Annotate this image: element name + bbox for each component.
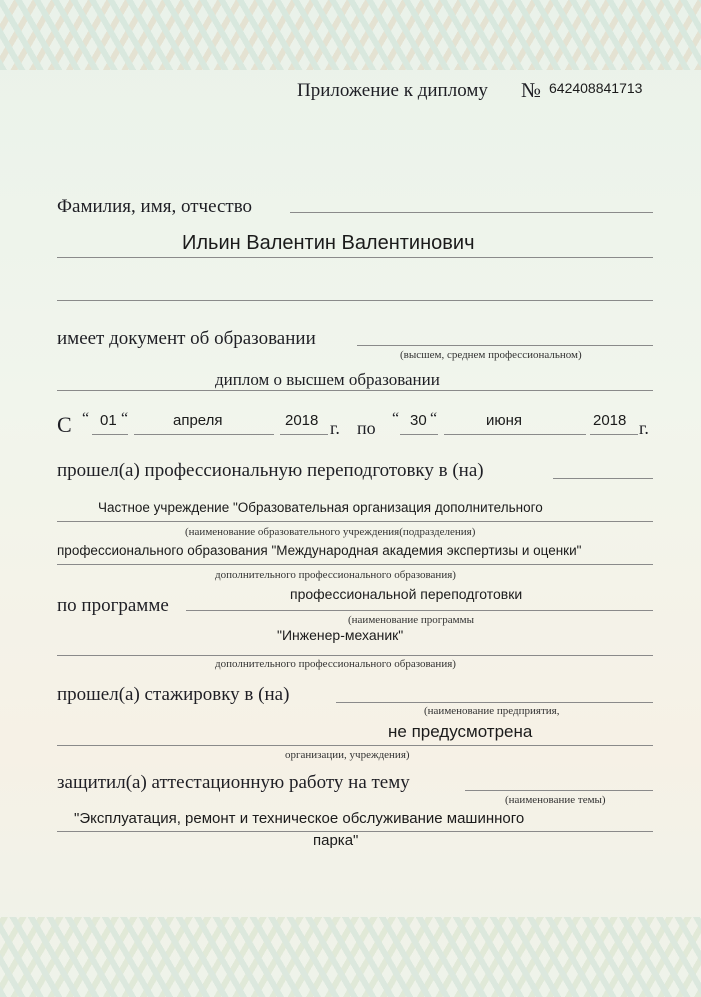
underline	[336, 702, 653, 703]
to-year: 2018	[593, 412, 627, 429]
from-year: 2018	[285, 412, 319, 429]
education-hint: (высшем, среднем профессиональном)	[400, 349, 582, 361]
underline	[280, 434, 328, 435]
from-day: 01	[100, 412, 117, 429]
quote-close: “	[430, 410, 438, 427]
retraining-label: прошел(а) профессиональную переподготовку в (на)	[57, 460, 484, 481]
appendix-number: 642408841713	[549, 80, 643, 96]
underline	[57, 655, 653, 656]
program-hint2: дополнительного профессионального образования)	[215, 658, 456, 670]
fio-value: Ильин Валентин Валентинович	[182, 232, 475, 254]
underline	[92, 434, 128, 435]
education-label: имеет документ об образовании	[57, 328, 316, 349]
thesis-label: защитил(а) аттестационную работу на тему	[57, 772, 410, 793]
retraining-line1: Частное учреждение "Образовательная организация дополнительного	[98, 500, 543, 515]
quote-open: “	[392, 410, 400, 427]
underline	[290, 212, 653, 213]
decorative-border-bottom	[0, 917, 701, 997]
from-prefix: С	[57, 412, 72, 437]
retraining-hint2: дополнительного профессионального образования)	[215, 569, 456, 581]
quote-close: “	[121, 410, 129, 427]
underline	[57, 257, 653, 258]
internship-hint2: организации, учреждения)	[285, 749, 410, 761]
year-suffix: г.	[639, 418, 649, 438]
underline	[357, 345, 653, 346]
underline	[465, 790, 653, 791]
program-line1: профессиональной переподготовки	[290, 586, 523, 602]
underline	[57, 390, 653, 391]
thesis-hint: (наименование темы)	[505, 794, 606, 806]
underline	[134, 434, 274, 435]
underline	[400, 434, 438, 435]
to-month: июня	[486, 412, 523, 429]
to-prefix: по	[357, 418, 376, 438]
thesis-line2: парка"	[313, 832, 359, 849]
quote-open: “	[82, 410, 90, 427]
underline	[57, 300, 653, 301]
fio-label: Фамилия, имя, отчество	[57, 196, 253, 217]
underline	[590, 434, 638, 435]
education-value: диплом о высшем образовании	[215, 370, 440, 389]
underline	[57, 521, 653, 522]
retraining-hint1: (наименование образовательного учреждения(подразделения)	[185, 526, 476, 538]
decorative-border-top	[0, 0, 701, 70]
underline	[186, 610, 653, 611]
internship-hint1: (наименование предприятия,	[424, 705, 560, 717]
internship-value: не предусмотрена	[388, 722, 533, 741]
underline	[57, 745, 653, 746]
to-day: 30	[410, 412, 427, 429]
program-label: по программе	[57, 595, 169, 616]
underline	[444, 434, 586, 435]
program-hint1: (наименование программы	[348, 614, 474, 626]
thesis-line1: "Эксплуатация, ремонт и техническое обслуживание машинного	[74, 810, 525, 827]
number-sign: №	[521, 78, 542, 102]
internship-label: прошел(а) стажировку в (на)	[57, 684, 290, 705]
from-month: апреля	[173, 412, 223, 429]
underline	[57, 564, 653, 565]
retraining-line2: профессионального образования "Международная академия экспертизы и оценки"	[57, 543, 582, 558]
page-title: Приложение к дипломy	[297, 80, 488, 101]
program-line2: "Инженер-механик"	[277, 627, 404, 643]
underline	[553, 478, 653, 479]
year-suffix: г.	[330, 418, 340, 438]
